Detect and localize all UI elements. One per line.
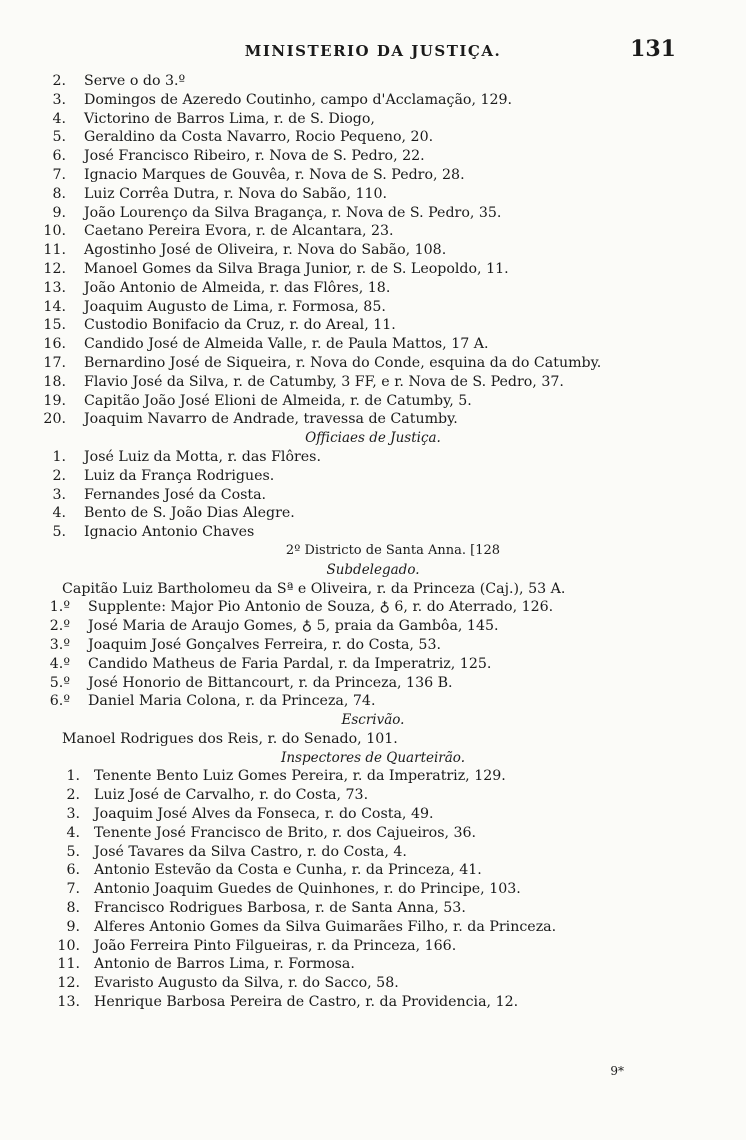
list-item: [0, 110, 746, 129]
entry-number: 18.: [43, 373, 66, 390]
list-item: [0, 204, 746, 223]
entry-number: 4.º: [49, 655, 70, 672]
inspector-item: [0, 993, 746, 1012]
supplentes-list: [0, 598, 746, 711]
entry-text: Luiz Corrêa Dutra, r. Nova do Sabão, 110.: [84, 185, 388, 202]
entry-text: Antonio Estevão da Costa e Cunha, r. da Princeza, 41.: [94, 862, 482, 879]
entry-number: 3.º: [49, 636, 70, 653]
entry-text: Victorino de Barros Lima, r. de S. Diogo,: [84, 110, 375, 127]
list-item: [0, 335, 746, 354]
list-item: [0, 241, 746, 260]
inspector-item: [0, 786, 746, 805]
entry-text: Joaquim José Gonçalves Ferreira, r. do Costa, 53.: [88, 636, 441, 653]
supplente-item: [0, 598, 746, 617]
inspector-item: [0, 918, 746, 937]
entry-number: 7.: [52, 166, 66, 183]
escrivao-entry: [0, 730, 746, 749]
entry-text: José Maria de Araujo Gomes, ♁ 5, praia da Gambôa, 145.: [88, 618, 499, 635]
inspector-item: [0, 955, 746, 974]
entry-text: Fernandes José da Costa.: [84, 486, 267, 503]
entry-text: José Tavares da Silva Castro, r. do Costa, 4.: [94, 843, 407, 860]
entry-number: 8.: [52, 185, 66, 202]
entry-text: José Francisco Ribeiro, r. Nova de S. Pedro, 22.: [84, 148, 425, 165]
entry-text: José Honorio de Bittancourt, r. da Princeza, 136 B.: [88, 674, 453, 691]
inspector-item: [0, 880, 746, 899]
entry-text: João Antonio de Almeida, r. das Flôres, 18.: [84, 279, 391, 296]
entry-number: 4.: [52, 110, 66, 127]
page-header: [0, 36, 746, 68]
list-item: [0, 392, 746, 411]
entry-text: Henrique Barbosa Pereira de Castro, r. da Providencia, 12.: [94, 994, 519, 1011]
entry-text: Francisco Rodrigues Barbosa, r. de Santa Anna, 53.: [94, 900, 466, 917]
list-item: [0, 354, 746, 373]
escrivao-heading: Escrivão.: [341, 712, 405, 729]
entry-text: Flavio José da Silva, r. de Catumby, 3 FF, e r. Nova de S. Pedro, 37.: [84, 373, 564, 390]
entry-number: 4.: [66, 824, 80, 841]
entry-number: 6.: [66, 862, 80, 879]
inspector-item: [0, 861, 746, 880]
inspector-item: [0, 805, 746, 824]
supplente-item: [0, 636, 746, 655]
subdelegado-text: Capitão Luiz Bartholomeu da Sª e Oliveira, r. da Princeza (Caj.), 53 A.: [62, 580, 566, 597]
page-number: 131: [630, 36, 676, 62]
entry-number: 2.: [66, 787, 80, 804]
supplente-item: [0, 692, 746, 711]
document-body: [0, 72, 746, 1012]
entry-number: 3.: [66, 806, 80, 823]
inspector-item: [0, 767, 746, 786]
entry-number: 10.: [57, 937, 80, 954]
inspectores-heading: Inspectores de Quarteirão.: [281, 749, 465, 766]
entry-text: Tenente José Francisco de Brito, r. dos Cajueiros, 36.: [94, 824, 477, 841]
entry-text: Evaristo Augusto da Silva, r. do Sacco, 58.: [94, 975, 399, 992]
entry-number: 14.: [43, 298, 66, 315]
entry-text: Joaquim Navarro de Andrade, travessa de Catumby.: [84, 411, 458, 428]
entry-number: 5.º: [49, 674, 70, 691]
list-item: [0, 298, 746, 317]
supplente-item: [0, 655, 746, 674]
entry-text: Luiz da França Rodrigues.: [84, 467, 275, 484]
entry-text: Capitão João José Elioni de Almeida, r. de Catumby, 5.: [84, 392, 472, 409]
list-item: [0, 147, 746, 166]
entry-number: 5.: [52, 129, 66, 146]
entry-text: Bento de S. João Dias Alegre.: [84, 505, 295, 522]
entry-number: 2.: [52, 467, 66, 484]
list-item: [0, 72, 746, 91]
list-item: [0, 373, 746, 392]
officiaes-heading: Officiaes de Justiça.: [305, 430, 441, 447]
entry-number: 5.: [52, 524, 66, 541]
list-item: [0, 260, 746, 279]
entry-text: Custodio Bonifacio da Cruz, r. do Areal, 11.: [84, 317, 396, 334]
entry-text: Candido José de Almeida Valle, r. de Paula Mattos, 17 A.: [84, 336, 489, 353]
entry-text: Caetano Pereira Evora, r. de Alcantara, 23.: [84, 223, 394, 240]
list-item: [0, 91, 746, 110]
entry-number: 17.: [43, 354, 66, 371]
entry-number: 20.: [43, 411, 66, 428]
entry-number: 6.º: [49, 693, 70, 710]
entry-text: Ignacio Marques de Gouvêa, r. Nova de S. Pedro, 28.: [84, 166, 465, 183]
entry-text: João Ferreira Pinto Filgueiras, r. da Princeza, 166.: [94, 937, 457, 954]
entry-number: 11.: [57, 956, 80, 973]
inspectores-list: [0, 767, 746, 1011]
entry-text: Joaquim José Alves da Fonseca, r. do Costa, 49.: [94, 806, 434, 823]
officiaes-list: [0, 448, 746, 542]
officiaes-item: [0, 523, 746, 542]
list-item: [0, 410, 746, 429]
entry-text: Joaquim Augusto de Lima, r. Formosa, 85.: [84, 298, 386, 315]
entry-text: Bernardino José de Siqueira, r. Nova do Conde, esquina da do Catumby.: [84, 354, 602, 371]
entry-text: Domingos de Azeredo Coutinho, campo d'Acclamação, 129.: [84, 91, 513, 108]
entry-number: 10.: [43, 223, 66, 240]
entry-text: Candido Matheus de Faria Pardal, r. da Imperatriz, 125.: [88, 655, 492, 672]
running-head: MINISTERIO DA JUSTIÇA.: [244, 42, 502, 60]
officiaes-item: [0, 504, 746, 523]
list-item: [0, 316, 746, 335]
entry-number: 16.: [43, 336, 66, 353]
entry-number: 13.: [43, 279, 66, 296]
entry-number: 4.: [52, 505, 66, 522]
district-heading: 2º Districto de Santa Anna. [128: [285, 542, 501, 558]
escrivao-text: Manoel Rodrigues dos Reis, r. do Senado, 101.: [62, 730, 398, 747]
subdelegado-heading: Subdelegado.: [326, 561, 420, 578]
entry-number: 6.: [52, 148, 66, 165]
entry-text: Supplente: Major Pio Antonio de Souza, ♁ 6, r. do Aterrado, 126.: [88, 599, 554, 616]
subdelegacia-list: [0, 72, 746, 429]
entry-number: 5.: [66, 843, 80, 860]
inspector-item: [0, 937, 746, 956]
inspector-item: [0, 899, 746, 918]
list-item: [0, 222, 746, 241]
entry-number: 2.: [52, 73, 66, 89]
entry-text: Antonio de Barros Lima, r. Formosa.: [94, 956, 355, 973]
entry-number: 11.: [43, 242, 66, 259]
inspector-item: [0, 824, 746, 843]
entry-text: Agostinho José de Oliveira, r. Nova do Sabão, 108.: [84, 242, 447, 259]
supplente-item: [0, 617, 746, 636]
subdelegado-entry: [0, 580, 746, 599]
entry-text: João Lourenço da Silva Bragança, r. Nova de S. Pedro, 35.: [84, 204, 502, 221]
entry-text: Geraldino da Costa Navarro, Rocio Pequeno, 20.: [84, 129, 434, 146]
entry-text: Alferes Antonio Gomes da Silva Guimarães Filho, r. da Princeza.: [94, 918, 557, 935]
list-item: [0, 128, 746, 147]
list-item: [0, 279, 746, 298]
entry-number: 8.: [66, 900, 80, 917]
entry-number: 13.: [57, 994, 80, 1011]
inspector-item: [0, 843, 746, 862]
entry-number: 9.: [52, 204, 66, 221]
entry-number: 12.: [43, 260, 66, 277]
entry-number: 3.: [52, 486, 66, 503]
officiaes-item: [0, 467, 746, 486]
officiaes-item: [0, 486, 746, 505]
entry-text: Ignacio Antonio Chaves: [84, 524, 255, 541]
inspector-item: [0, 974, 746, 993]
entry-text: Daniel Maria Colona, r. da Princeza, 74.: [88, 693, 376, 710]
entry-text: Luiz José de Carvalho, r. do Costa, 73.: [94, 787, 369, 804]
list-item: [0, 185, 746, 204]
entry-number: 12.: [57, 975, 80, 992]
entry-number: 3.: [52, 91, 66, 108]
list-item: [0, 166, 746, 185]
entry-number: 19.: [43, 392, 66, 409]
entry-number: 1.: [52, 448, 66, 465]
entry-text: Antonio Joaquim Guedes de Quinhones, r. do Principe, 103.: [94, 881, 521, 898]
entry-number: 7.: [66, 881, 80, 898]
supplente-item: [0, 674, 746, 693]
entry-text: José Luiz da Motta, r. das Flôres.: [84, 448, 321, 465]
entry-text: Serve o do 3.º: [84, 73, 186, 89]
signature-mark: 9*: [610, 1064, 624, 1078]
entry-number: 15.: [43, 317, 66, 334]
entry-text: Manoel Gomes da Silva Braga Junior, r. de S. Leopoldo, 11.: [84, 260, 509, 277]
officiaes-item: [0, 448, 746, 467]
entry-number: 9.: [66, 918, 80, 935]
entry-number: 1.: [66, 768, 80, 785]
entry-number: 1.º: [49, 599, 70, 616]
entry-number: 2.º: [49, 618, 70, 635]
entry-text: Tenente Bento Luiz Gomes Pereira, r. da Imperatriz, 129.: [94, 768, 506, 785]
